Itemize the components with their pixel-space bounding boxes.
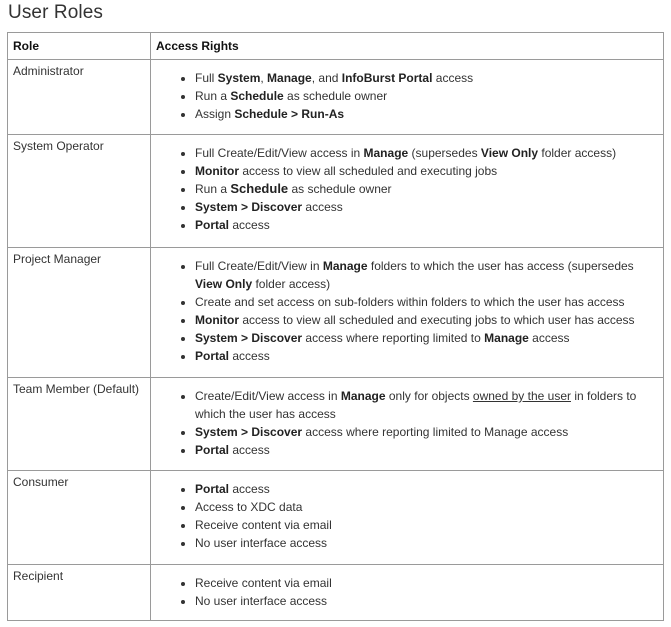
access-rights-cell <box>151 135 664 248</box>
access-right-item <box>195 180 659 198</box>
emphasized-term: Manage <box>340 389 386 403</box>
emphasized-term: Manage <box>267 71 312 85</box>
role-name: System Operator <box>13 139 104 153</box>
table-row <box>8 135 664 248</box>
column-header-role: Role <box>8 33 151 60</box>
access-rights-list <box>155 69 659 123</box>
access-rights-list <box>155 144 659 234</box>
access-rights-list <box>155 257 659 365</box>
item-text: folders to which the user has access (supersedes <box>367 259 634 273</box>
emphasized-term: Schedule > Run-As <box>234 107 345 121</box>
access-rights-list <box>155 574 659 610</box>
item-text: Assign <box>195 107 235 121</box>
item-text: Create and set access on sub-folders within folders to which the user has access <box>195 295 625 309</box>
access-right-item <box>195 329 659 347</box>
emphasized-term: Schedule <box>230 89 284 103</box>
item-text: access to view all scheduled and executing jobs to which user has access <box>239 313 635 327</box>
item-text: access to view all scheduled and executing jobs <box>239 164 498 178</box>
access-right-item <box>195 105 659 123</box>
underlined-term: owned by the user <box>472 389 571 403</box>
access-right-item <box>195 516 659 534</box>
item-text: access <box>432 71 474 85</box>
access-right-item <box>195 592 659 610</box>
access-rights-cell <box>151 471 664 565</box>
access-rights-cell <box>151 60 664 135</box>
item-text: folder access) <box>252 277 331 291</box>
emphasized-term: InfoBurst Portal <box>341 71 433 85</box>
item-text: No user interface access <box>195 594 328 608</box>
item-text: Full <box>195 71 218 85</box>
item-text: Receive content via email <box>195 576 332 590</box>
access-right-item <box>195 144 659 162</box>
access-rights-cell <box>151 565 664 621</box>
emphasized-term: Portal <box>195 349 230 363</box>
role-cell <box>8 60 151 135</box>
access-right-item <box>195 69 659 87</box>
access-right-item <box>195 162 659 180</box>
item-text: access <box>229 218 270 232</box>
access-right-item <box>195 534 659 552</box>
emphasized-term: View Only <box>195 277 253 291</box>
role-name: Administrator <box>13 64 84 78</box>
item-text: , and <box>311 71 342 85</box>
item-text: access <box>229 482 270 496</box>
role-name: Team Member (Default) <box>13 382 140 396</box>
access-right-item <box>195 257 659 293</box>
role-name: Recipient <box>13 569 64 583</box>
access-right-item <box>195 87 659 105</box>
item-text: access <box>528 331 570 345</box>
item-text: Run a <box>195 182 231 196</box>
item-text: Full Create/Edit/View in <box>195 259 323 273</box>
item-text: as schedule owner <box>283 89 388 103</box>
emphasized-term: Manage <box>322 259 368 273</box>
role-cell <box>8 378 151 471</box>
role-name: Project Manager <box>13 252 102 266</box>
item-text: access <box>229 349 270 363</box>
column-header-access-rights: Access Rights <box>151 33 664 60</box>
access-rights-cell <box>151 378 664 471</box>
emphasized-term: Portal <box>195 482 230 496</box>
item-text: Full Create/Edit/View access in <box>195 146 364 160</box>
role-cell <box>8 248 151 378</box>
access-right-item <box>195 423 659 441</box>
table-row <box>8 248 664 378</box>
item-text: folder access) <box>538 146 617 160</box>
role-cell <box>8 471 151 565</box>
emphasized-term: Schedule <box>230 181 289 196</box>
item-text: Create/Edit/View access in <box>195 389 341 403</box>
item-text: Receive content via email <box>195 518 332 532</box>
access-right-item <box>195 216 659 234</box>
emphasized-term: View Only <box>480 146 539 160</box>
table-body <box>8 60 664 621</box>
item-text: as schedule owner <box>288 182 392 196</box>
emphasized-term: Manage <box>363 146 409 160</box>
emphasized-term: Monitor <box>195 164 239 178</box>
access-right-item <box>195 387 659 423</box>
access-right-item <box>195 480 659 498</box>
emphasized-term: Portal <box>195 218 230 232</box>
item-text: access where reporting limited to Manage access <box>302 425 569 439</box>
item-text: (supersedes <box>408 146 481 160</box>
item-text: Access to XDC data <box>195 500 303 514</box>
emphasized-term: System <box>217 71 261 85</box>
access-right-item <box>195 311 659 329</box>
access-right-item <box>195 441 659 459</box>
item-text: access where reporting limited to <box>302 331 485 345</box>
item-text: No user interface access <box>195 536 328 550</box>
item-text: access <box>229 443 270 457</box>
access-rights-list <box>155 480 659 552</box>
page-title: User Roles <box>8 2 103 23</box>
emphasized-term: Portal <box>195 443 230 457</box>
role-name: Consumer <box>13 475 69 489</box>
role-cell <box>8 135 151 248</box>
access-right-item <box>195 347 659 365</box>
access-right-item <box>195 498 659 516</box>
role-cell <box>8 565 151 621</box>
emphasized-term: Manage <box>484 331 529 345</box>
access-rights-cell <box>151 248 664 378</box>
table-row <box>8 60 664 135</box>
table-header-row <box>8 33 664 60</box>
table-row <box>8 471 664 565</box>
emphasized-term: Monitor <box>195 313 239 327</box>
item-text: Run a <box>195 89 231 103</box>
table-row <box>8 378 664 471</box>
access-rights-list <box>155 387 659 459</box>
table-row <box>8 565 664 621</box>
access-right-item <box>195 198 659 216</box>
emphasized-term: System > Discover <box>195 200 303 214</box>
user-roles-table <box>7 32 664 621</box>
access-right-item <box>195 293 659 311</box>
item-text: , <box>260 71 268 85</box>
emphasized-term: System > Discover <box>195 331 303 345</box>
access-right-item <box>195 574 659 592</box>
item-text: only for objects <box>385 389 473 403</box>
item-text: access <box>302 200 343 214</box>
emphasized-term: System > Discover <box>195 425 303 439</box>
item-text: in folders to which the user has access <box>195 389 637 421</box>
